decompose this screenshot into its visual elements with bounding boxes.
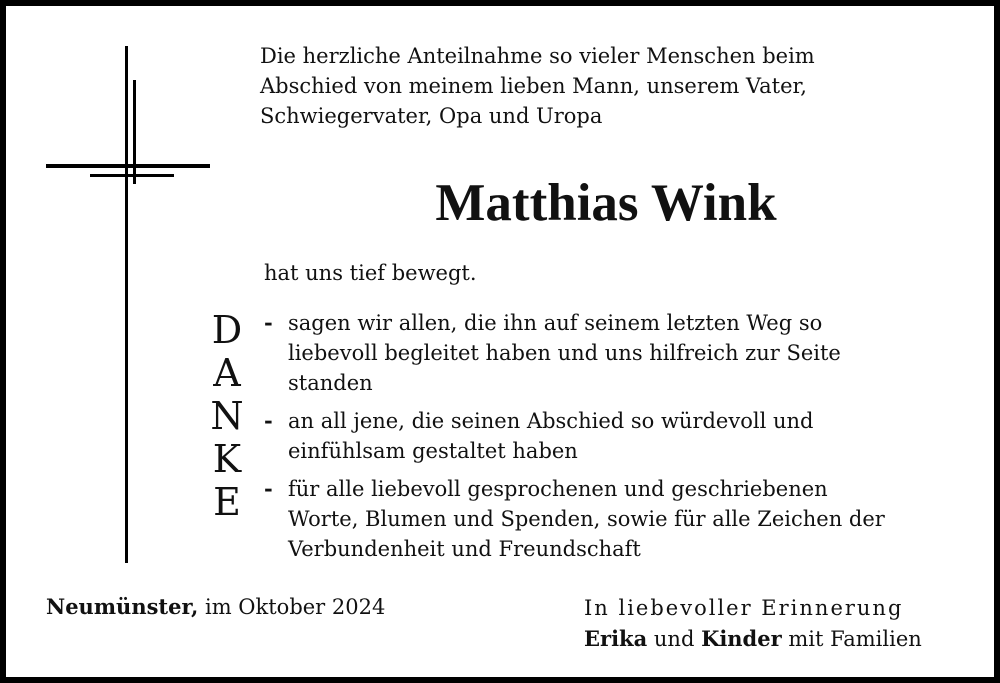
family-name-kinder: Kinder — [701, 626, 782, 651]
dash-bullet: - — [264, 408, 273, 433]
thanks-item-line: einfühlsam gestaltet haben — [288, 439, 578, 463]
danke-letter: D — [211, 308, 243, 352]
family-name-erika: Erika — [584, 626, 648, 651]
family-connector: und — [647, 627, 702, 651]
thanks-item — [264, 308, 984, 398]
cross-symbol-crossbar-short — [90, 174, 174, 177]
thanks-item-line: an all jene, die seinen Abschied so würdevoll und — [288, 409, 814, 433]
danke-letter: E — [213, 480, 241, 524]
date-text: im Oktober 2024 — [198, 595, 386, 619]
thanks-item — [264, 406, 984, 466]
intro-line: Die herzliche Anteilnahme so vieler Menschen beim — [260, 44, 815, 68]
danke-letter: A — [213, 351, 241, 395]
place-and-date — [46, 594, 385, 619]
deceased-name: Matthias Wink — [435, 174, 777, 232]
cross-symbol-vertical-bar — [125, 46, 128, 563]
intro-line: Abschied von meinem lieben Mann, unserem Vater, — [260, 74, 807, 98]
danke-letter: N — [210, 394, 244, 438]
dash-bullet: - — [264, 476, 273, 501]
danke-vertical-word — [202, 309, 252, 524]
intro-text — [260, 41, 960, 131]
thanks-item — [264, 474, 984, 564]
thanks-item-line: standen — [288, 371, 373, 395]
dash-bullet: - — [264, 310, 273, 335]
intro-line: Schwiegervater, Opa und Uropa — [260, 104, 603, 128]
moved-text: hat uns tief bewegt. — [264, 261, 477, 285]
family-suffix: mit Familien — [781, 627, 922, 651]
cross-symbol-crossbar — [46, 164, 210, 168]
thanks-item-line: liebevoll begleitet haben und uns hilfreich zur Seite — [288, 341, 841, 365]
memory-line: In liebevoller Erinnerung — [584, 596, 904, 620]
cross-symbol-vertical-bar-short — [133, 80, 136, 184]
thanks-item-line: Worte, Blumen und Spenden, sowie für alle Zeichen der — [288, 507, 885, 531]
family-signature — [584, 626, 922, 651]
danke-letter: K — [212, 437, 242, 481]
thanks-item-line: sagen wir allen, die ihn auf seinem letzten Weg so — [288, 311, 823, 335]
thanks-item-line: für alle liebevoll gesprochenen und geschriebenen — [288, 477, 828, 501]
thanks-item-line: Verbundenheit und Freundschaft — [288, 537, 641, 561]
place-name: Neumünster, — [46, 594, 199, 619]
thanks-list — [264, 308, 984, 572]
